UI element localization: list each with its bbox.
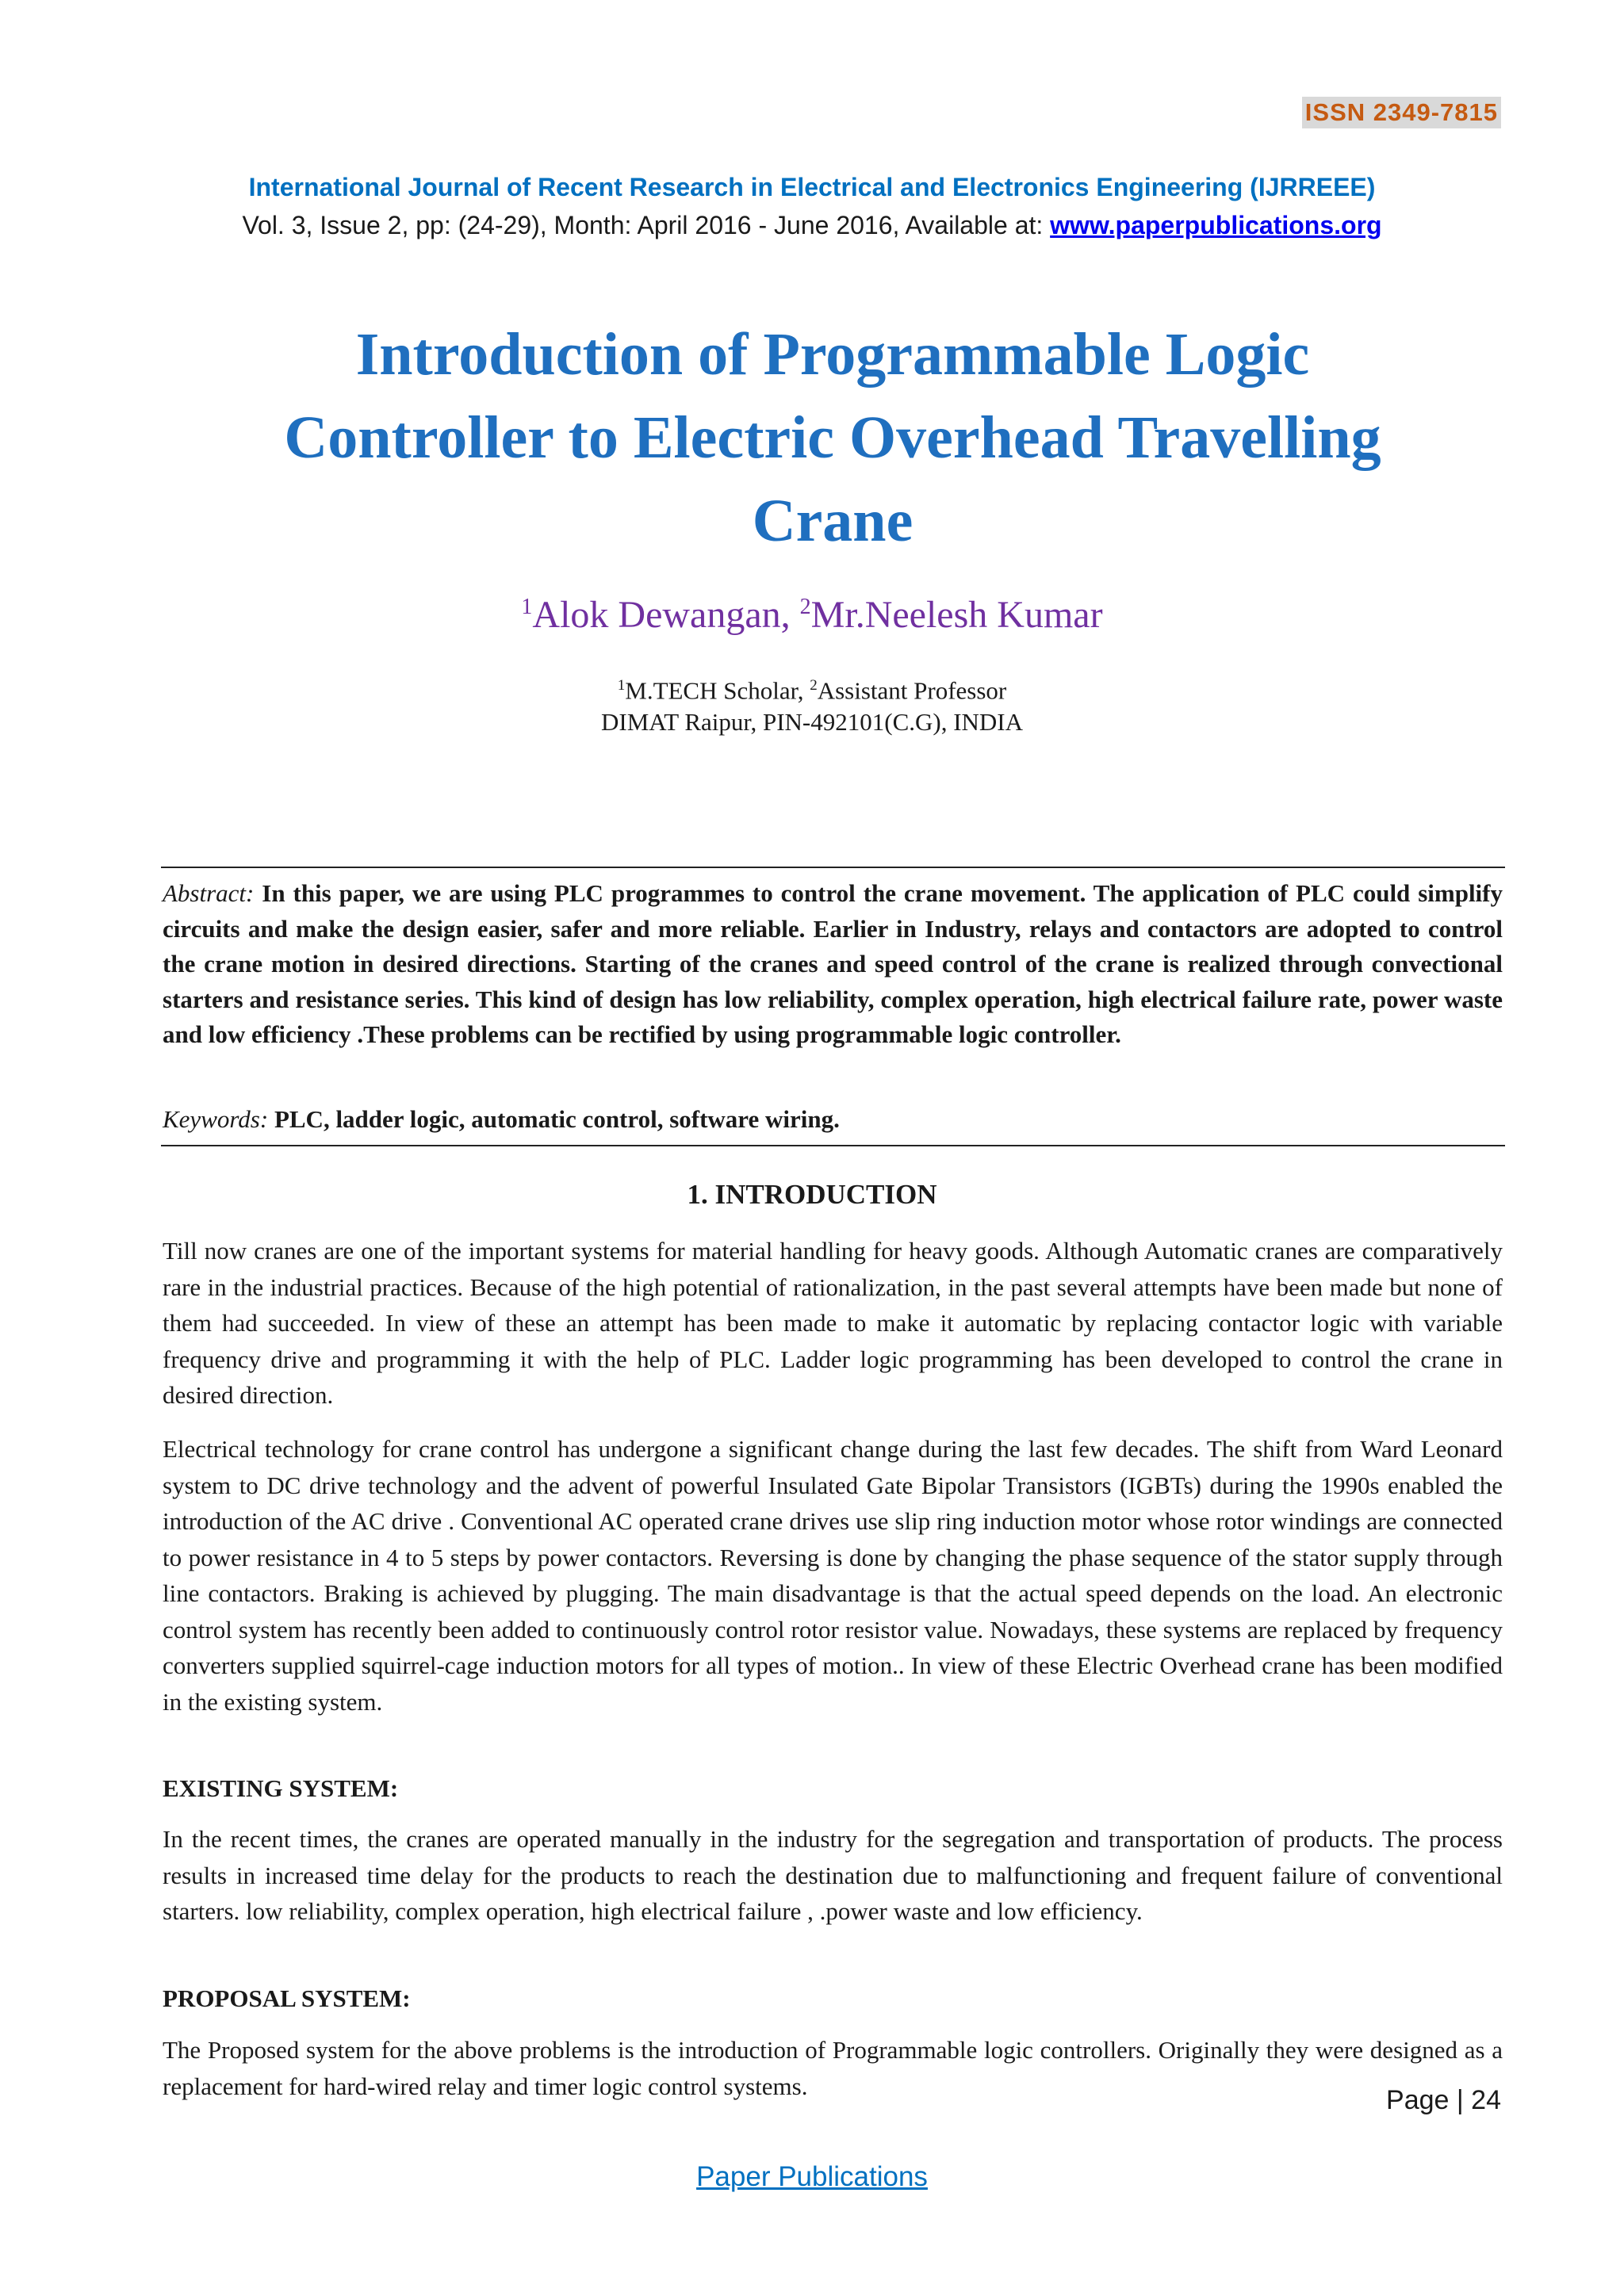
volume-text: Vol. 3, Issue 2, pp: (24-29), Month: April 2016 - June 2016, Available at: <box>242 211 1051 239</box>
website-link[interactable]: www.paperpublications.org <box>1050 211 1382 239</box>
affil1-sup: 1 <box>617 677 626 694</box>
issn-badge: ISSN 2349-7815 <box>1302 97 1501 128</box>
author1-sup: 1 <box>521 595 533 619</box>
existing-system-paragraph: In the recent times, the cranes are operated manually in the industry for the segregation and transportation of products. The process results in increased time delay for the products to reach the destination due to malfunctioning and frequent failure of conventional starters. low reliability, complex operation, high electrical failure , .power waste and low efficiency. <box>163 1825 1503 1925</box>
abstract <box>163 876 1503 1053</box>
affil2-sup: 2 <box>810 677 818 694</box>
author1-name: Alok Dewangan, <box>532 594 800 636</box>
abstract-label: Abstract: <box>163 879 255 907</box>
affiliation-line-2: DIMAT Raipur, PIN-492101(C.G), INDIA <box>600 708 1024 737</box>
keywords-text: PLC, ladder logic, automatic control, software wiring. <box>268 1105 840 1133</box>
intro-paragraph-1: Till now cranes are one of the important systems for material handling for heavy goods. Although Automatic cranes are comparatively rare in the industrial practices. Because of the high potential of rationalization, in the past several attempts have been made but none of them had succeeded. In view of these an attempt has been made to make it automatic by replacing contactor logic with variable frequency drive and programming it with the help of PLC. Ladder logic programming has been developed to control the crane in desired direction. <box>163 1237 1503 1409</box>
intro-paragraph-2: Electrical technology for crane control has undergone a significant change during the last few decades. The shift from Ward Leonard system to DC drive technology and the advent of powerful Insulated Gate Bipolar Transistors (IGBTs) during the 1990s enabled the introduction of the AC drive . Conventional AC operated crane drives use slip ring induction motor whose rotor windings are connected to power resistance in 4 to 5 steps by power contactors. Reversing is done by changing the phase sequence of the stator supply through line contactors. Braking is achieved by plugging. The main disadvantage is that the actual speed depends on the load. An electronic control system has recently been added to continuously control rotor resistor value. Nowadays, these systems are replaced by frequency converters supplied squirrel-cage induction motors for all types of motion.. In view of these Electric Overhead crane has been modified in the existing system. <box>163 1435 1503 1716</box>
author2-name: Mr.Neelesh Kumar <box>810 594 1103 636</box>
author-line <box>0 593 1624 637</box>
abstract-text: In this paper, we are using PLC programmes to control the crane movement. The application of PLC could simplify circuits and make the design easier, safer and more reliable. Earlier in Industry, relays and contactors are adopted to control the crane motion in desired directions. Starting of the cranes and speed control of the crane is realized through convectional starters and resistance series. This kind of design has low reliability, complex operation, high electrical failure rate, power waste and low efficiency .These problems can be rectified by using programmable logic controller. <box>163 879 1503 1048</box>
author2-sup: 2 <box>799 595 811 619</box>
title-line: Crane <box>752 488 914 554</box>
affiliation-line-1 <box>0 670 1624 706</box>
subheading-existing-system: EXISTING SYSTEM: <box>163 1774 399 1802</box>
page-number: Page | 24 <box>1386 2085 1501 2115</box>
journal-name: International Journal of Recent Research in Electrical and Electronics Engineering (IJRREEE) <box>248 173 1376 201</box>
subheading-proposal-system: PROPOSAL SYSTEM: <box>163 1984 411 2012</box>
section-heading-introduction: 1. INTRODUCTION <box>687 1179 937 1210</box>
affil2-text: Assistant Professor <box>817 676 1007 705</box>
keywords <box>163 1102 1503 1137</box>
volume-info <box>0 211 1624 240</box>
footer <box>0 2161 1624 2193</box>
proposal-system-paragraph: The Proposed system for the above problems is the introduction of Programmable logic controllers. Originally they were designed as a replacement for hard-wired relay and timer logic control systems. <box>163 2036 1503 2100</box>
abstract-top-divider <box>161 867 1505 868</box>
title-line: Introduction of Programmable Logic <box>355 321 1310 388</box>
keywords-label: Keywords: <box>163 1105 269 1133</box>
affil1-text: M.TECH Scholar, <box>625 676 810 705</box>
abstract-bottom-divider <box>161 1145 1505 1146</box>
publisher-link[interactable]: Paper Publications <box>696 2161 928 2192</box>
affiliation <box>0 670 1624 738</box>
title-line: Controller to Electric Overhead Travelling <box>284 404 1381 471</box>
paper-title <box>119 313 1546 563</box>
